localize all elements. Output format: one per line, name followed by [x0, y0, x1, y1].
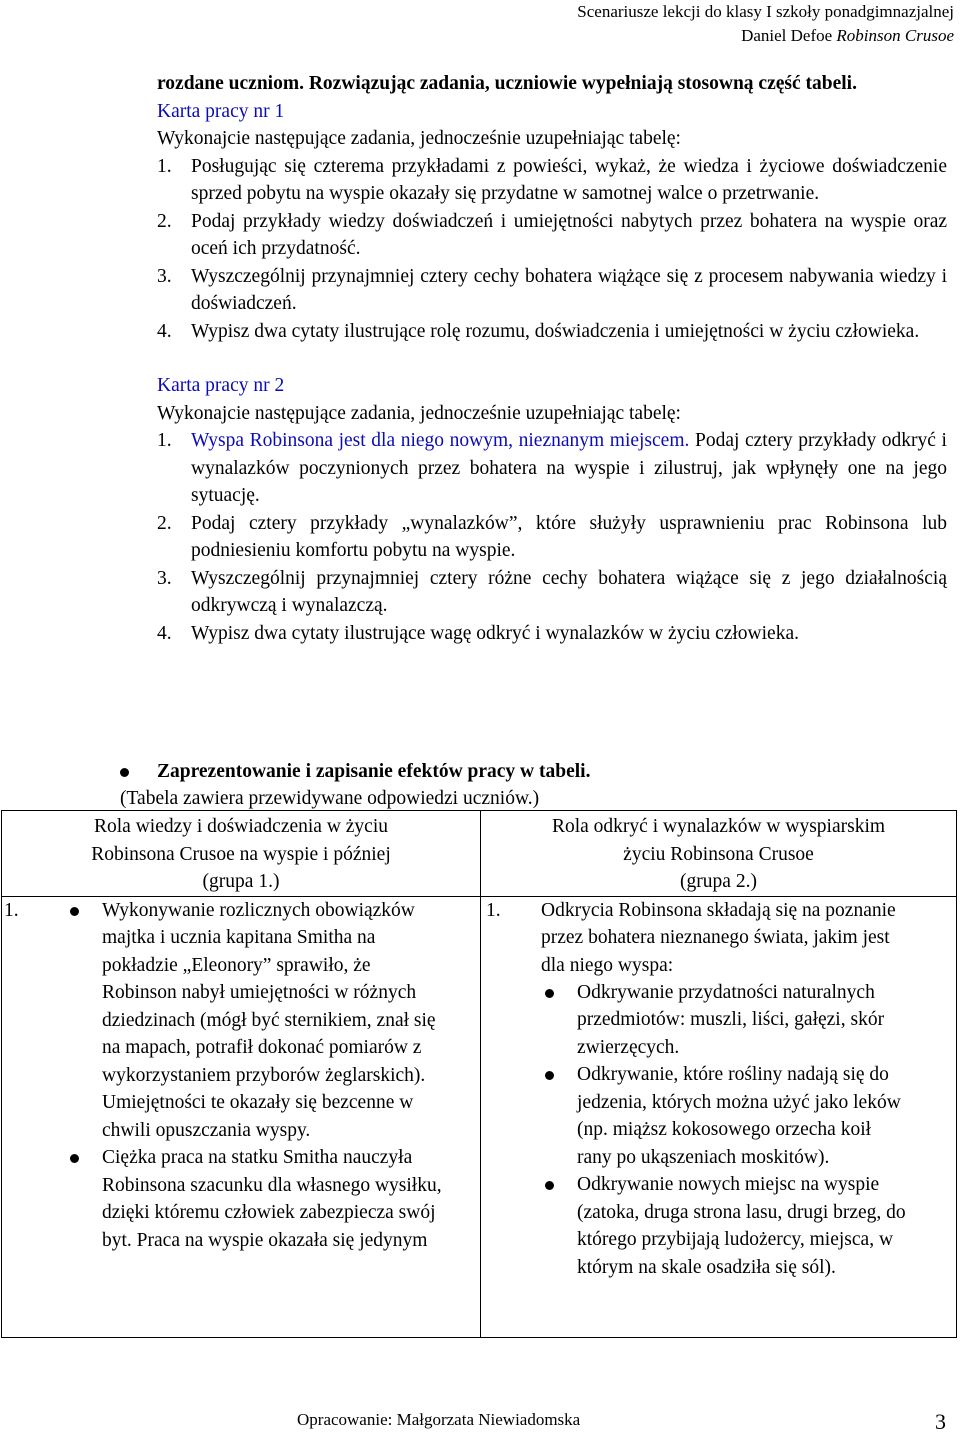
page-number: 3	[935, 1409, 946, 1434]
card1-instruction: Wykonajcie następujące zadania, jednocześnie uzupełniając tabelę:	[157, 128, 681, 149]
card1-task-list	[157, 153, 947, 346]
col1-header: Rola wiedzy i doświadczenia w życiu Robinsona Crusoe na wyspie i później (grupa 1.)	[2, 811, 481, 897]
summary-heading: Zaprezentowanie i zapisanie efektów pracy w tabeli.	[157, 761, 591, 782]
col1-cell	[2, 896, 481, 1337]
list-item: Odkrywanie nowych miejsc na wyspie (zatoka, druga strona lasu, drugi brzeg, do którego przybijają ludożercy, miejsca, w którym na skale osadziła się sól).	[541, 1171, 906, 1281]
header-author: Daniel Defoe	[741, 26, 833, 45]
card2-title: Karta pracy nr 2	[157, 375, 285, 396]
header-series-title: Scenariusze lekcji do klasy I szkoły ponadgimnazjalnej	[577, 2, 954, 21]
col2-item-number: 1.	[486, 899, 501, 921]
page-header	[577, 0, 954, 48]
col2-lead-text: Odkrycia Robinsona składają się na poznanie przez bohatera nieznanego świata, jakim jest dla niego wyspa:	[541, 899, 896, 976]
card1-title: Karta pracy nr 1	[157, 100, 285, 122]
card2-task: 2. Podaj cztery przykłady „wynalazków”, które służyły usprawnieniu prac Robinsona lub podniesieniu komfortu pobytu na wyspie.	[157, 512, 947, 561]
col2-header: Rola odkryć i wynalazków w wyspiarskim życiu Robinsona Crusoe (grupa 2.)	[481, 811, 957, 897]
card2-task: 3. Wyszczególnij przynajmniej cztery różne cechy bohatera wiążące się z jego działalnością odkrywczą i wynalazczą.	[157, 567, 947, 616]
main-text	[157, 70, 947, 647]
card2-task: 4. Wypisz dwa cytaty ilustrujące wagę odkryć i wynalazków w życiu człowieka.	[157, 622, 799, 644]
col1-bullet-list	[66, 897, 446, 1255]
card1-task: 2. Podaj przykłady wiedzy doświadczeń i umiejętności nabytych przez bohatera na wyspie oraz oceń ich przydatność.	[157, 210, 947, 259]
summary-note: (Tabela zawiera przewidywane odpowiedzi uczniów.)	[120, 788, 540, 809]
card1-task: 3. Wyszczególnij przynajmniej cztery cechy bohatera wiążące się z procesem nabywania wiedzy i doświadczeń.	[157, 265, 947, 314]
card1-task: 1. Posługując się czterema przykładami z powieści, wykaż, że wiedza i życiowe doświadczenie sprzed pobytu na wyspie okazały się przydatne w samotnej walce o przetrwanie.	[157, 155, 947, 204]
header-book	[577, 24, 954, 48]
intro-paragraph: rozdane uczniom. Rozwiązując zadania, uczniowie wypełniają stosowną część tabeli.	[157, 73, 857, 94]
answers-table	[1, 810, 957, 1338]
list-item: Wykonywanie rozlicznych obowiązków majtka i ucznia kapitana Smitha na pokładzie „Eleonory” sprawiło, że Robinson nabył umiejętności w różnych dziedzinach (mógł być sternikiem, znał się na mapach, potrafił dokonać pomiarów z wykorzystaniem przyborów żeglarskich). Umiejętności te okazały się bezcenne w chwili opuszczania wyspy.	[66, 897, 446, 1145]
card2-task-list	[157, 427, 947, 647]
bullet-icon	[120, 768, 129, 777]
card1-task: 4. Wypisz dwa cytaty ilustrujące rolę rozumu, doświadczenia i umiejętności w życiu człowieka.	[157, 320, 920, 342]
list-item: Odkrywanie, które rośliny nadają się do jedzenia, których można użyć jako leków (np. miąższ kokosowego orzecha koił rany po ukąszeniach moskitów).	[541, 1061, 906, 1171]
footer-author: Opracowanie: Małgorzata Niewiadomska	[297, 1410, 581, 1429]
col2-bullet-list	[541, 979, 906, 1282]
card2-task: 1. Wyspa Robinsona jest dla niego nowym, nieznanym miejscem. Podaj cztery przykłady odkryć i wynalazków poczynionych przez bohatera na wyspie i zilustruj, jak wpłynęły one na jego sytuację.	[157, 430, 947, 506]
col2-cell	[481, 896, 957, 1337]
col1-item-number: 1.	[4, 899, 19, 921]
list-item: Ciężka praca na statku Smitha nauczyła Robinsona szacunku dla własnego wysiłku, dzięki któremu człowiek zabezpiecza swój byt. Praca na wyspie okazała się jedynym	[66, 1144, 446, 1254]
table-header-row	[2, 811, 957, 897]
card2-instruction: Wykonajcie następujące zadania, jednocześnie uzupełniając tabelę:	[157, 402, 681, 424]
list-item: Odkrywanie przydatności naturalnych przedmiotów: muszli, liści, gałęzi, skór zwierzęcych.	[541, 979, 906, 1062]
header-book-title: Robinson Crusoe	[836, 26, 954, 45]
table-row	[2, 896, 957, 1337]
